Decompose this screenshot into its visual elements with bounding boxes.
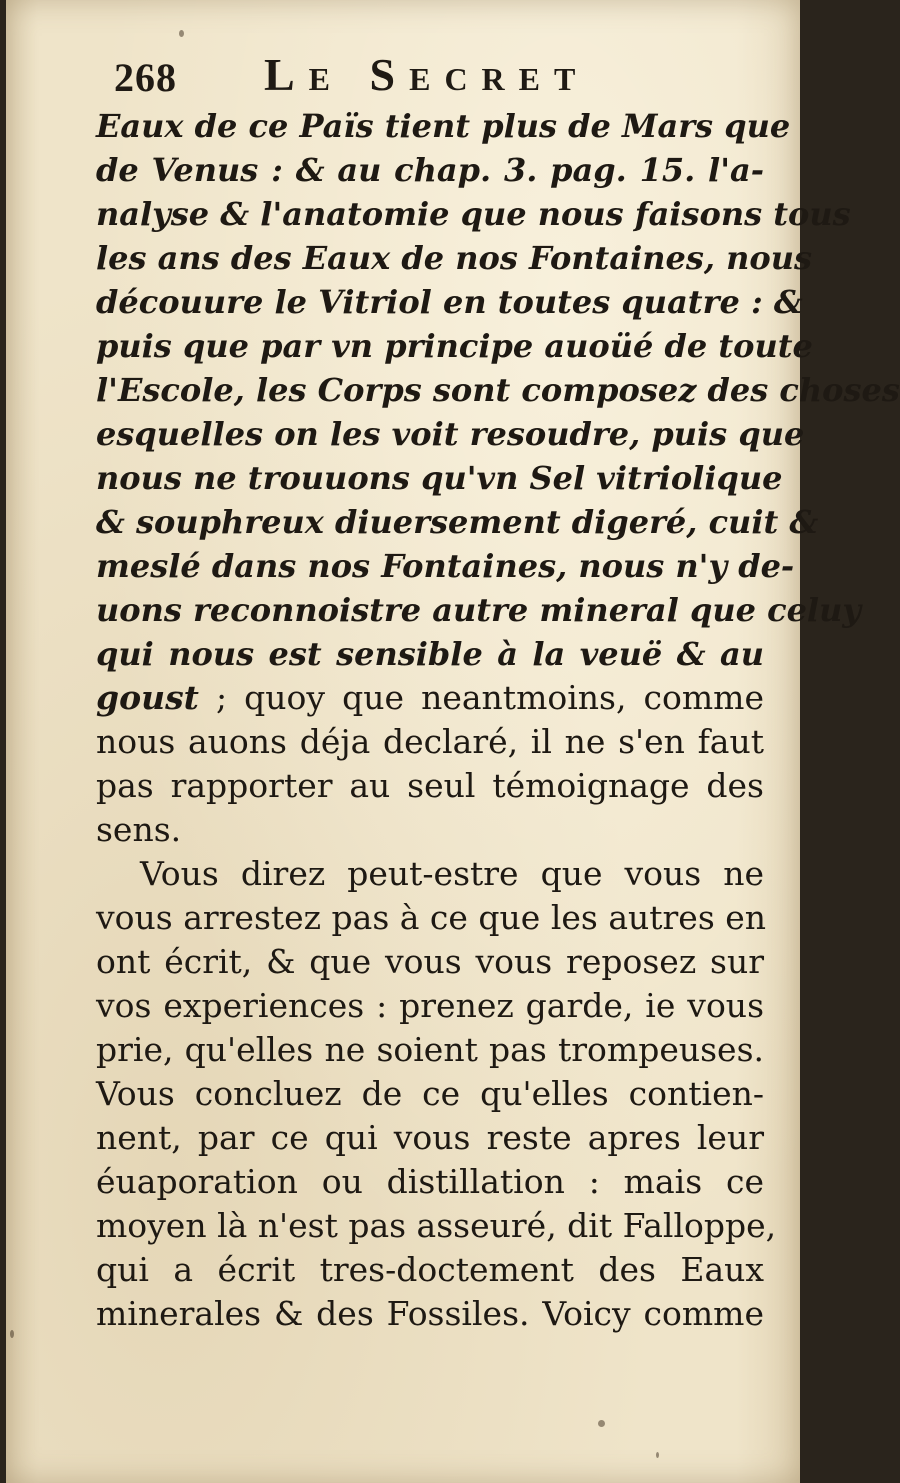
text-line: les ans des Eaux de nos Fontaines, nous bbox=[96, 239, 813, 277]
roman-segment: ; quoy que neantmoins, comme bbox=[198, 678, 764, 717]
page-header bbox=[114, 46, 774, 108]
text-line bbox=[96, 676, 764, 720]
text-line: nous ne trouuons qu'vn Sel vitriolique bbox=[96, 459, 783, 497]
text-line: Eaux de ce Païs tient plus de Mars que bbox=[96, 107, 791, 145]
text-line: pas rapporter au seul témoignage des bbox=[96, 766, 764, 805]
text-line: découure le Vitriol en toutes quatre : & bbox=[96, 283, 803, 321]
text-line: qui nous est sensible à la veuë & au bbox=[96, 635, 764, 673]
text-line: nous auons déja declaré, il ne s'en faut bbox=[96, 722, 764, 761]
book-page bbox=[6, 0, 900, 1483]
text-line: nalyse & l'anatomie que nous faisons tous bbox=[96, 195, 851, 233]
text-line: & souphreux diuersement digeré, cuit & bbox=[96, 503, 819, 541]
ink-speck bbox=[598, 1420, 605, 1427]
text-line: esquelles on les voit resoudre, puis que bbox=[96, 415, 805, 453]
text-line: sens. bbox=[96, 810, 182, 849]
text-line: l'Escole, les Corps sont composez des choses bbox=[96, 371, 900, 409]
text-line: moyen là n'est pas asseuré, dit Falloppe, bbox=[96, 1206, 777, 1245]
text-line: qui a écrit tres-doctement des Eaux bbox=[96, 1250, 764, 1289]
ink-speck bbox=[656, 1452, 659, 1458]
text-line: meslé dans nos Fontaines, nous n'y de- bbox=[96, 547, 795, 585]
text-line: de Venus : & au chap. 3. pag. 15. l'a- bbox=[96, 151, 764, 189]
page-number: 268 bbox=[114, 55, 177, 100]
text-line: vous arrestez pas à ce que les autres en bbox=[96, 898, 767, 937]
body-text bbox=[96, 104, 900, 1336]
ink-speck bbox=[179, 30, 184, 37]
italic-segment: goust bbox=[96, 678, 199, 717]
running-head: Le Secret bbox=[264, 49, 590, 100]
text-line: vos experiences : prenez garde, ie vous bbox=[96, 986, 764, 1025]
ink-speck bbox=[10, 1330, 14, 1338]
text-line: Vous concluez de ce qu'elles contien- bbox=[96, 1074, 764, 1113]
text-line: prie, qu'elles ne soient pas trompeuses. bbox=[96, 1030, 764, 1069]
text-line: uons reconnoistre autre mineral que celuy bbox=[96, 591, 861, 629]
text-line: minerales & des Fossiles. Voicy comme bbox=[96, 1294, 764, 1333]
text-line: puis que par vn principe auoüé de toute bbox=[96, 327, 813, 365]
paragraph-start-line: Vous direz peut-estre que vous ne bbox=[140, 854, 764, 893]
text-line: nent, par ce qui vous reste apres leur bbox=[96, 1118, 764, 1157]
text-line: ont écrit, & que vous vous reposez sur bbox=[96, 942, 764, 981]
text-line: éuaporation ou distillation : mais ce bbox=[96, 1162, 764, 1201]
